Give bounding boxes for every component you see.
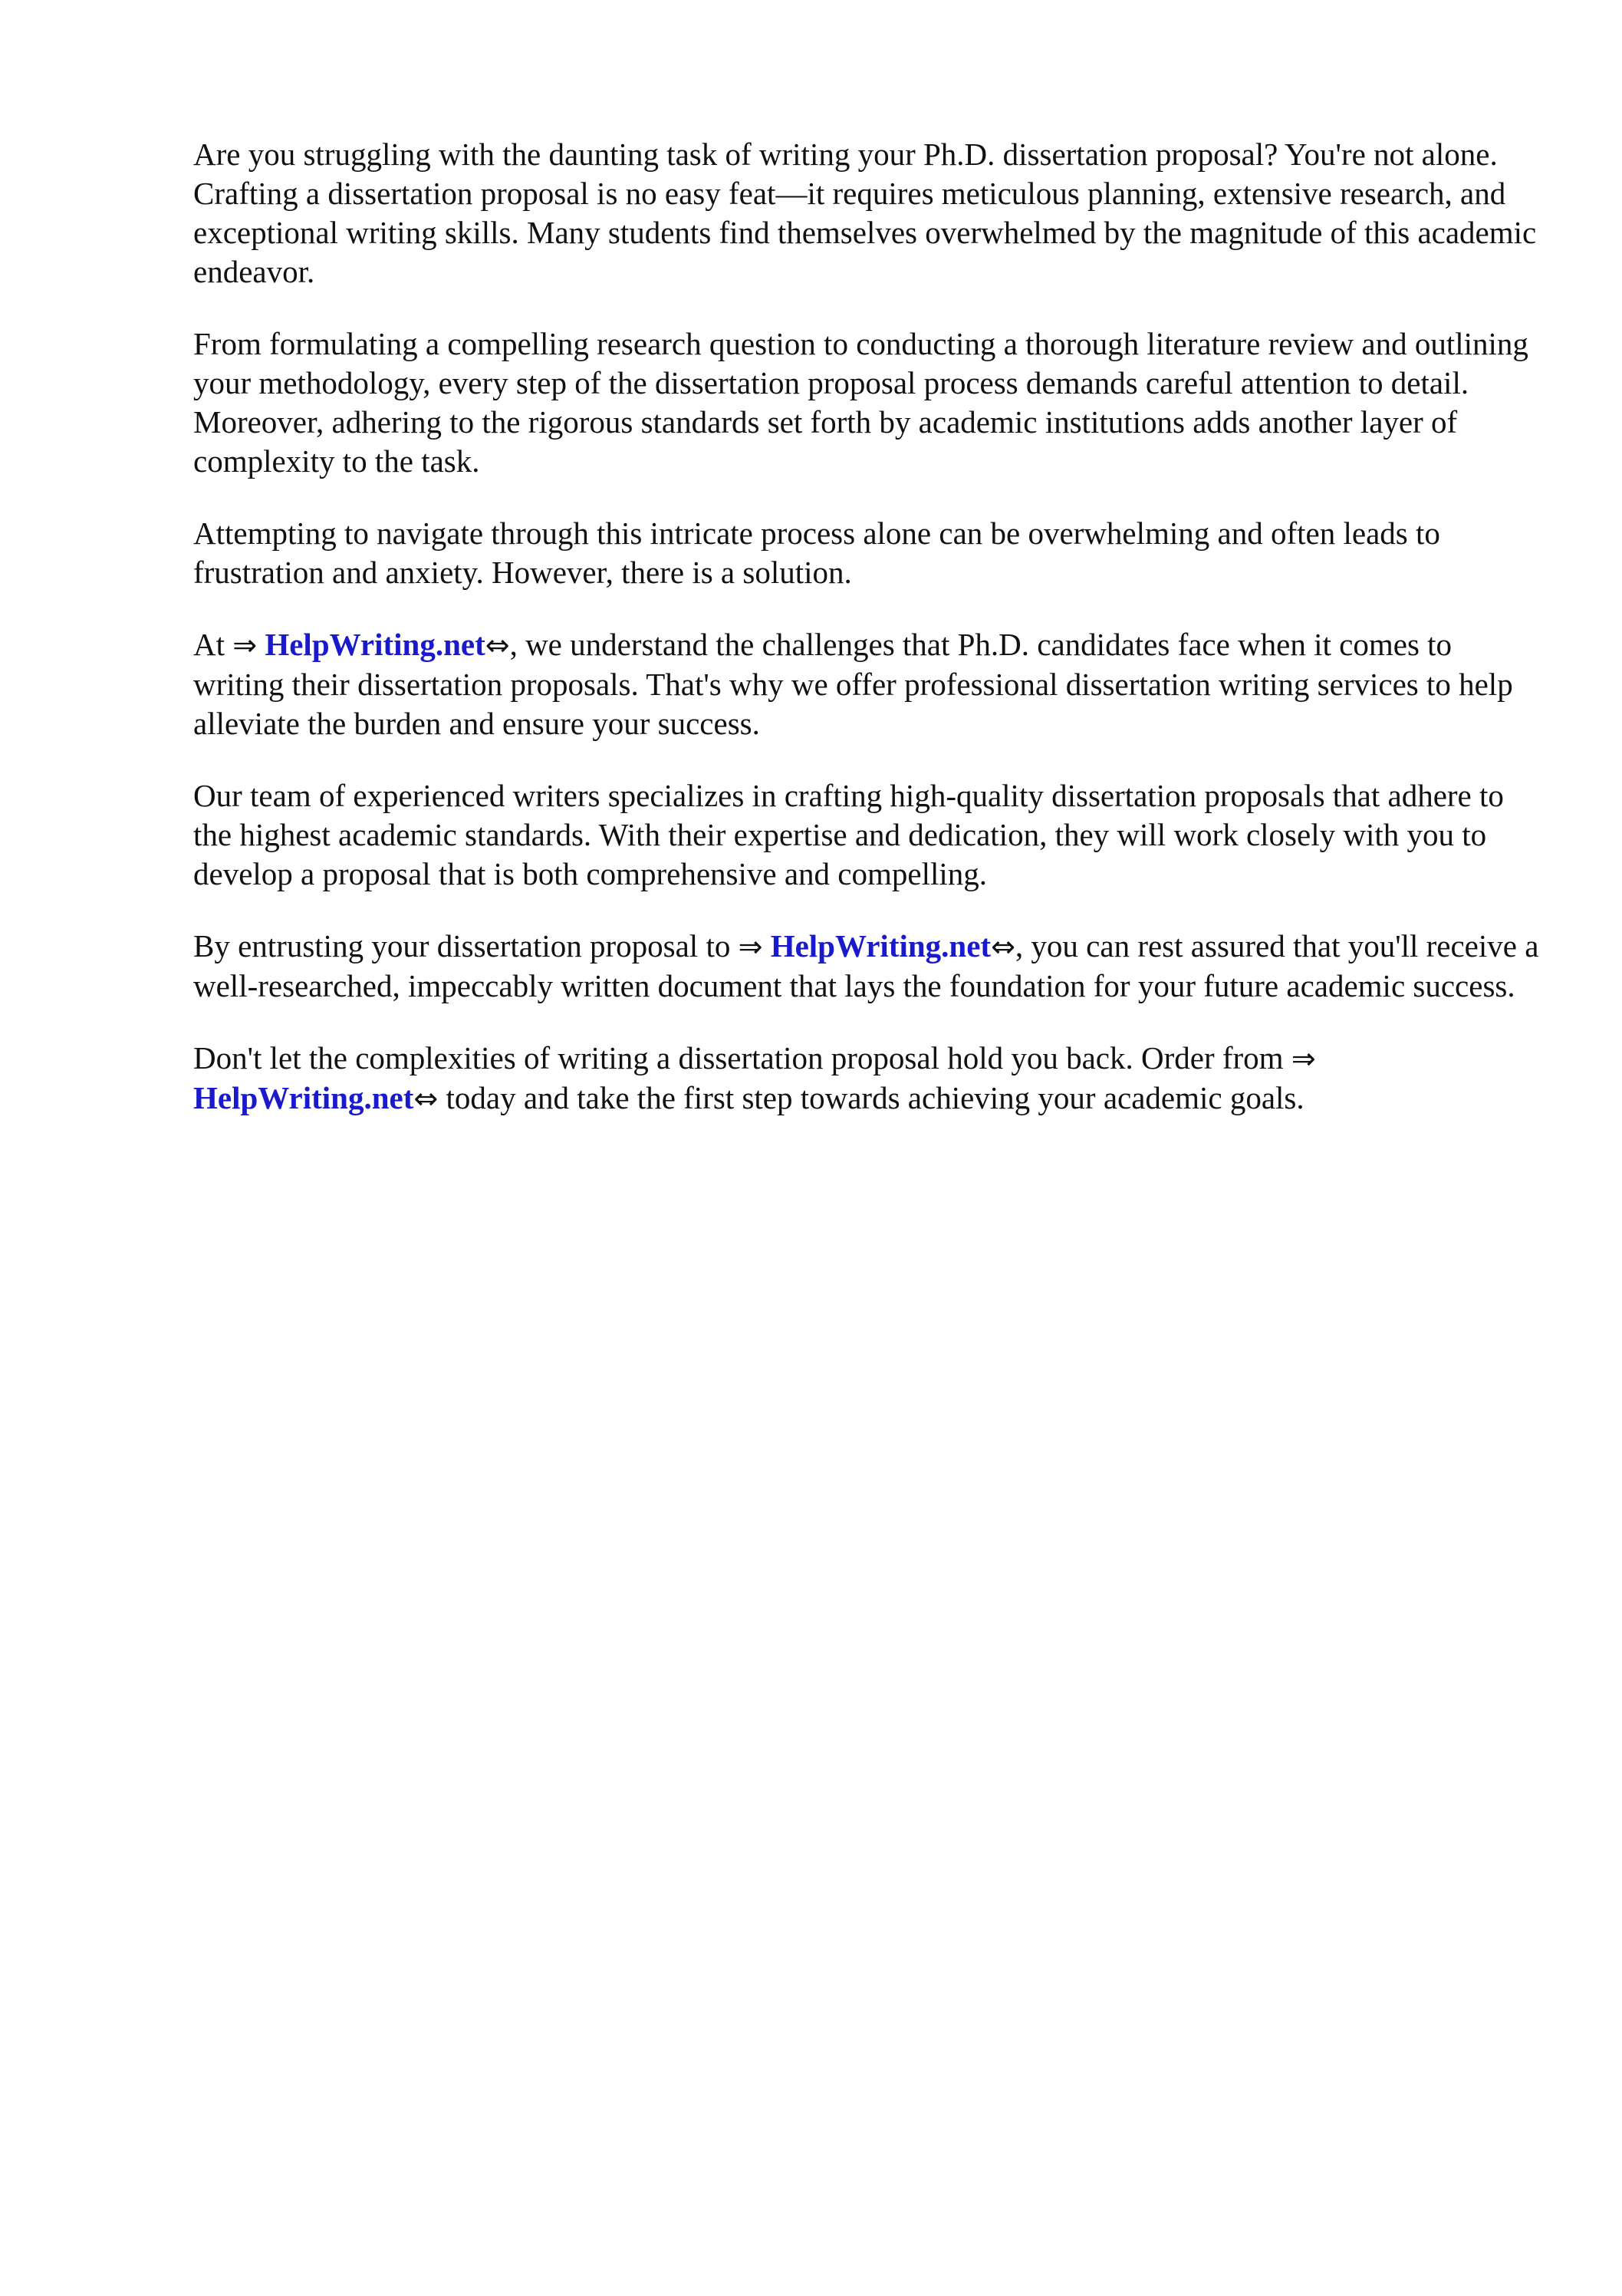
arrow-both-icon: ⇔ bbox=[991, 930, 1015, 964]
arrow-right-icon: ⇒ bbox=[232, 628, 258, 662]
paragraph-cta-tail: today and take the first step towards achieving your academic goals. bbox=[438, 1080, 1305, 1115]
paragraph-call-to-action bbox=[193, 1039, 1543, 1118]
paragraph-service-tail: , we understand the challenges that Ph.D. candidates face when it comes to writing their dissertation proposals. That's why we offer professional dissertation writing services to help alleviate the burden and ensure your success. bbox=[193, 627, 1513, 741]
paragraph-solution-text: Attempting to navigate through this intricate process alone can be overwhelming and often leads to frustration and anxiety. However, there is a solution. bbox=[193, 516, 1440, 590]
arrow-right-icon: ⇒ bbox=[738, 930, 763, 964]
arrow-both-icon: ⇔ bbox=[413, 1082, 439, 1115]
paragraph-entrust-tail: , you can rest assured that you'll receive a well-researched, impeccably written document that lays the foundation for your future academic success. bbox=[193, 928, 1539, 1003]
helpwriting-link[interactable]: HelpWriting.net bbox=[265, 627, 485, 662]
paragraph-service-lead: At bbox=[193, 627, 233, 662]
paragraph-team-text: Our team of experienced writers specializes in crafting high-quality dissertation proposals that adhere to the highest academic standards. With their expertise and dedication, they will work closely with you to develop a proposal that is both comprehensive and compelling. bbox=[193, 778, 1504, 891]
paragraph-solution bbox=[193, 514, 1543, 592]
paragraph-entrust-lead: By entrusting your dissertation proposal to bbox=[193, 928, 739, 964]
paragraph-process-text: From formulating a compelling research question to conducting a thorough literature review and outlining your methodology, every step of the dissertation proposal process demands careful attention to detail. Moreover, adhering to the rigorous standards set forth by academic institutions adds another layer of complexity to the task. bbox=[193, 326, 1528, 479]
paragraph-cta-lead: Don't let the complexities of writing a dissertation proposal hold you back. Order from bbox=[193, 1040, 1291, 1076]
paragraph-process bbox=[193, 324, 1543, 481]
arrow-right-icon: ⇒ bbox=[1291, 1042, 1316, 1076]
helpwriting-link[interactable]: HelpWriting.net bbox=[770, 928, 992, 964]
helpwriting-link[interactable]: HelpWriting.net bbox=[193, 1080, 414, 1115]
paragraph-service bbox=[193, 625, 1543, 743]
arrow-both-icon: ⇔ bbox=[485, 628, 510, 662]
paragraph-intro bbox=[193, 135, 1543, 292]
document-body bbox=[193, 135, 1543, 1151]
paragraph-team bbox=[193, 776, 1543, 894]
paragraph-entrust bbox=[193, 927, 1543, 1006]
paragraph-intro-text: Are you struggling with the daunting task of writing your Ph.D. dissertation proposal? You're not alone. Crafting a dissertation proposal is no easy feat—it requires meticulous planning, extensive research, and exceptional writing skills. Many students find themselves overwhelmed by the magnitude of this academic endeavor. bbox=[193, 137, 1537, 289]
